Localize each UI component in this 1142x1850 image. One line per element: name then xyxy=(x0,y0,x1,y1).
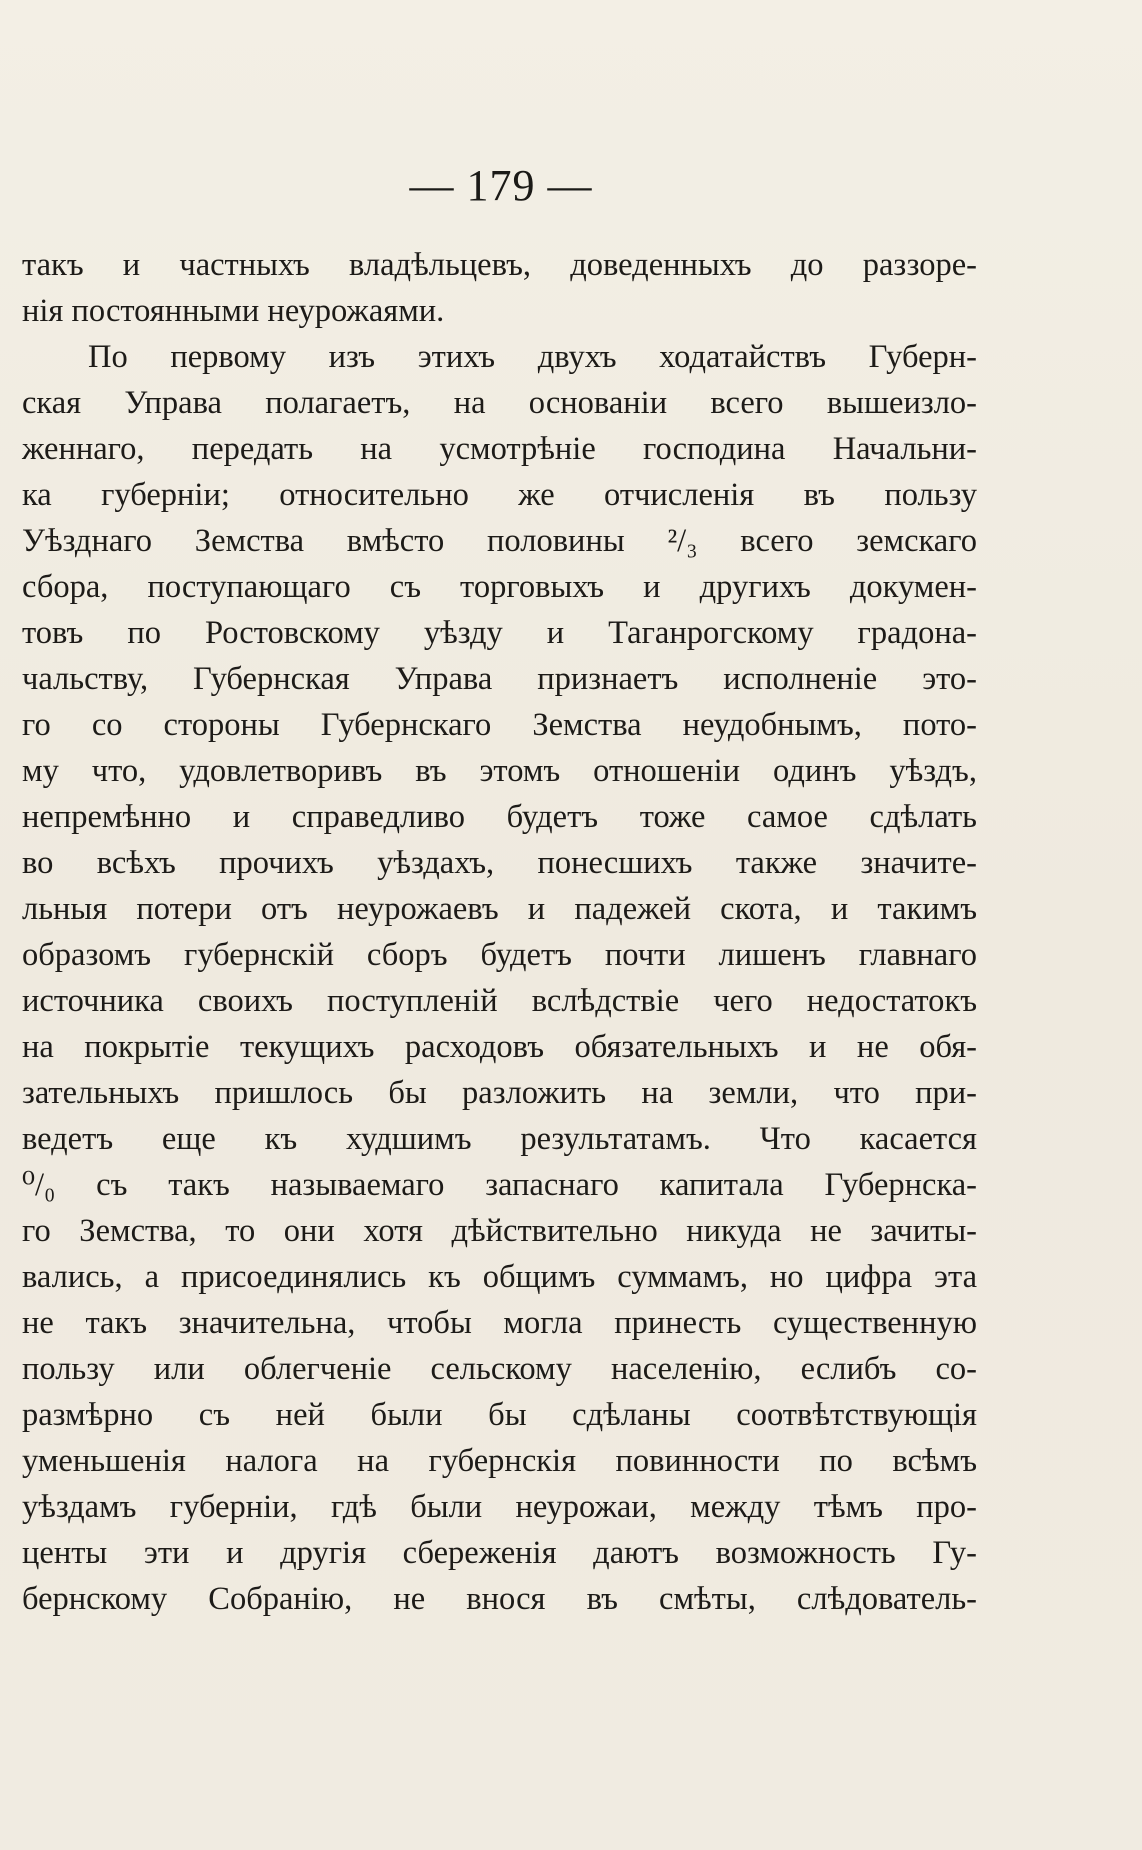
text-line: ведетъ еще къ худшимъ результатамъ. Что касается xyxy=(22,1121,977,1157)
text-line: товъ по Ростовскому уѣзду и Таганрогскому градона- xyxy=(22,615,977,651)
text-line: льныя потери отъ неурожаевъ и падежей скота, и такимъ xyxy=(22,891,977,927)
text-line: образомъ губернскій сборъ будетъ почти лишенъ главнаго xyxy=(22,937,977,973)
text-line: го Земства, то они хотя дѣйствительно никуда не зачиты- xyxy=(22,1213,977,1249)
text-line: зательныхъ пришлось бы разложить на земли, что при- xyxy=(22,1075,977,1111)
text-line: ка губерніи; относительно же отчисленія въ пользу xyxy=(22,477,977,513)
text-line: источника своихъ поступленій вслѣдствіе чего недостатокъ xyxy=(22,983,977,1019)
text-line: По первому изъ этихъ двухъ ходатайствъ Губерн- xyxy=(88,339,977,375)
text-line: такъ и частныхъ владѣльцевъ, доведенныхъ до раззоре- xyxy=(22,247,977,283)
text-line: бернскому Собранію, не внося въ смѣты, слѣдователь- xyxy=(22,1581,977,1617)
text-line: центы эти и другія сбереженія даютъ возможность Гу- xyxy=(22,1535,977,1571)
text-line: вались, а присоединялись къ общимъ суммамъ, но цифра эта xyxy=(22,1259,977,1295)
text-line: женнаго, передать на усмотрѣніе господина Начальни- xyxy=(22,431,977,467)
text-line: во всѣхъ прочихъ уѣздахъ, понесшихъ также значите- xyxy=(22,845,977,881)
text-line: непремѣнно и справедливо будетъ тоже самое сдѣлать xyxy=(22,799,977,835)
text-line: не такъ значительна, чтобы могла принесть существенную xyxy=(22,1305,977,1341)
text-line: уменьшенія налога на губернскія повинности по всѣмъ xyxy=(22,1443,977,1479)
text-line: нія постоянными неурожаями. xyxy=(22,293,445,329)
text-line: на покрытіе текущихъ расходовъ обязательныхъ и не обя- xyxy=(22,1029,977,1065)
text-line: уѣздамъ губерніи, гдѣ были неурожаи, между тѣмъ про- xyxy=(22,1489,977,1525)
body-text xyxy=(22,242,977,1622)
text-line: го со стороны Губернскаго Земства неудобнымъ, пото- xyxy=(22,707,977,743)
text-line: чальству, Губернская Управа признаетъ исполненіе это- xyxy=(22,661,977,697)
text-line: ⁰/₀ съ такъ называемаго запаснаго капитала Губернска- xyxy=(22,1167,977,1203)
text-line: сбора, поступающаго съ торговыхъ и другихъ докумен- xyxy=(22,569,977,605)
text-line: размѣрно съ ней были бы сдѣланы соотвѣтствующія xyxy=(22,1397,977,1433)
text-line: пользу или облегченіе сельскому населенію, еслибъ со- xyxy=(22,1351,977,1387)
text-line: му что, удовлетворивъ въ этомъ отношеніи одинъ уѣздъ, xyxy=(22,753,977,789)
text-line: ская Управа полагаетъ, на основаніи всего вышеизло- xyxy=(22,385,977,421)
page-number: — 179 — xyxy=(409,161,593,210)
text-line: Уѣзднаго Земства вмѣсто половины ²/₃ всего земскаго xyxy=(22,523,977,559)
